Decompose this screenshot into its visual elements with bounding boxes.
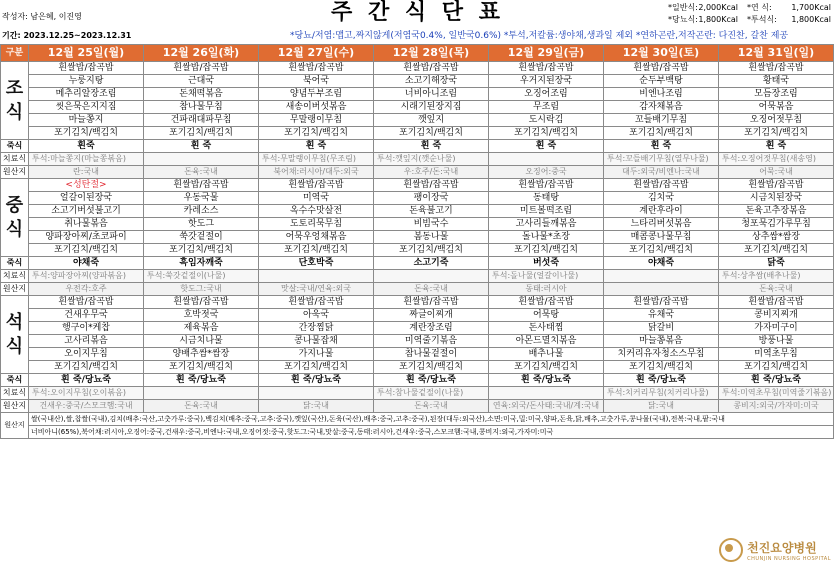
origin-cell: 연육:외국/돈사태:국내/계:국내: [489, 400, 604, 413]
meal-label: 조 식: [1, 62, 29, 140]
dish-cell: 돈육고추장볶음: [719, 205, 834, 218]
meal-label: 중 식: [1, 179, 29, 257]
origin-footer-text: 쌀(국내산),쌀,찹쌀(국내),김치(배추:국산,고춧가루:중국),백김치(배추:중국,고추:중국),깻잎(국산),돈육(국산),배추:중국,고추:중국),된장(대두:외국산),소면:미국,밀:미국,양파,돈육,닭,배추,고춧가루,콩나물(국내),전복:국내,팥:국내: [29, 413, 834, 426]
menu-row: [1, 322, 834, 335]
origin-cell: 닭:국내: [604, 400, 719, 413]
porridge-cell: 흰 죽/당뇨죽: [29, 374, 144, 387]
dish-cell: 매콤콩나물무침: [604, 231, 719, 244]
menu-row: [1, 231, 834, 244]
dish-cell: 포기김치/백김치: [489, 244, 604, 257]
treatment-row: [1, 153, 834, 166]
dish-cell: 포기김치/백김치: [29, 127, 144, 140]
dish-cell: 호박젓국: [144, 309, 259, 322]
treatment-cell: [604, 270, 719, 283]
dish-cell: 포기김치/백김치: [719, 244, 834, 257]
treatment-cell: [259, 387, 374, 400]
dish-cell: 포기김치/백김치: [144, 127, 259, 140]
origin-row: [1, 166, 834, 179]
origin-cell: 핫도그:국내: [144, 283, 259, 296]
kcal-col-1: [668, 2, 738, 26]
row-label: 죽식: [1, 140, 29, 153]
row-label: 죽식: [1, 257, 29, 270]
dish-cell: 양파장아찌/초코파이: [29, 231, 144, 244]
dish-cell: 마늘쫑볶음: [604, 335, 719, 348]
menu-row: [1, 192, 834, 205]
origin-cell: 콩비지:외국/가자미:미국: [719, 400, 834, 413]
menu-table: [0, 44, 834, 439]
menu-row: [1, 101, 834, 114]
dish-cell: 흰쌀밥/잡곡밥: [719, 296, 834, 309]
page-title: 주 간 식 단 표: [331, 0, 504, 25]
dish-cell: 포기김치/백김치: [604, 361, 719, 374]
dish-cell: 시래기된장지짐: [374, 101, 489, 114]
treatment-cell: 투석:마늘쫑지(마늘쫑볶음): [29, 153, 144, 166]
dish-cell: 포기김치/백김치: [719, 361, 834, 374]
dish-cell: 우동국물: [144, 192, 259, 205]
porridge-cell: 단호박죽: [259, 257, 374, 270]
dish-cell: 포기김치/백김치: [144, 361, 259, 374]
logo-sub: CHUNJIN NURSING HOSPITAL: [747, 555, 831, 562]
dish-cell: 도토리묵무침: [259, 218, 374, 231]
dish-cell: 씻은묵은지지짐: [29, 101, 144, 114]
dish-cell: 고사리볶음: [29, 335, 144, 348]
menu-row: [1, 205, 834, 218]
origin-row: [1, 283, 834, 296]
day-header: 12월 27일(수): [259, 45, 374, 62]
dish-cell: 취나물볶음: [29, 218, 144, 231]
meal-label: 석 식: [1, 296, 29, 374]
row-label: 원산지: [1, 400, 29, 413]
dish-cell: 팽이장국: [374, 192, 489, 205]
dish-cell: 포기김치/백김치: [259, 127, 374, 140]
dish-cell: 닭갈비: [604, 322, 719, 335]
dish-cell: 미역줄기볶음: [374, 335, 489, 348]
dish-cell: 방풍나물: [719, 335, 834, 348]
row-label: 치료식: [1, 153, 29, 166]
treatment-cell: 투석:참나물겉절이(나물): [374, 387, 489, 400]
origin-cell: 돈육:국내: [144, 400, 259, 413]
dish-cell: 양배추쌈*쌈장: [144, 348, 259, 361]
dish-cell: 마늘쫑지: [29, 114, 144, 127]
dish-cell: 흰쌀밥/잡곡밥: [719, 179, 834, 192]
dish-cell: 가자미구이: [719, 322, 834, 335]
dish-cell: 미트볼떡조림: [489, 205, 604, 218]
origin-cell: 돈육:국내: [374, 283, 489, 296]
origin-cell: 닭:국내: [259, 400, 374, 413]
menu-row: [1, 244, 834, 257]
day-header: 12월 29일(금): [489, 45, 604, 62]
dish-cell: 김치국: [604, 192, 719, 205]
dish-cell: 너비아니조림: [374, 88, 489, 101]
kcal-value: 2,000Kcal: [698, 3, 738, 12]
origin-cell: 동태:러시아: [489, 283, 604, 296]
kcal-label: *당뇨식:: [668, 15, 698, 24]
dish-cell: 포기김치/백김치: [374, 127, 489, 140]
dish-cell: 카레소스: [144, 205, 259, 218]
dish-cell: 흰쌀밥/잡곡밥: [144, 179, 259, 192]
dish-cell: 흰쌀밥/잡곡밥: [489, 296, 604, 309]
dish-cell: 어묵볶음: [719, 101, 834, 114]
treatment-cell: 투석:무말랭이무침(무조림): [259, 153, 374, 166]
treatment-cell: [489, 153, 604, 166]
menu-row: [1, 114, 834, 127]
dish-cell: 치커리유자청소스무침: [604, 348, 719, 361]
row-label: 죽식: [1, 374, 29, 387]
dish-cell: 흰쌀밥/잡곡밥: [604, 296, 719, 309]
treatment-row: [1, 387, 834, 400]
dish-cell: 우거지된장국: [489, 75, 604, 88]
menu-row: [1, 179, 834, 192]
dish-cell: 흰쌀밥/잡곡밥: [144, 62, 259, 75]
dish-cell: 느타리버섯볶음: [604, 218, 719, 231]
dish-cell: 짜글이찌개: [374, 309, 489, 322]
row-label: 원산지: [1, 283, 29, 296]
porridge-cell: 닭죽: [719, 257, 834, 270]
dish-cell: 메추리알장조림: [29, 88, 144, 101]
dish-cell: 봄동나물: [374, 231, 489, 244]
dish-cell: 아몬드멸치볶음: [489, 335, 604, 348]
logo-name: 천진요양병원: [747, 540, 817, 555]
dish-cell: 흰쌀밥/잡곡밥: [374, 62, 489, 75]
dish-cell: 핫도그: [144, 218, 259, 231]
dish-cell: 북어국: [259, 75, 374, 88]
porridge-cell: 야채죽: [29, 257, 144, 270]
dish-cell: 얼갈이된장국: [29, 192, 144, 205]
dish-cell: 소고기해장국: [374, 75, 489, 88]
origin-cell: 어묵:국내: [719, 166, 834, 179]
dish-cell: 포기김치/백김치: [374, 244, 489, 257]
dish-cell: <성탄절>: [29, 179, 144, 192]
dish-cell: 흰쌀밥/잡곡밥: [604, 62, 719, 75]
dish-cell: 포기김치/백김치: [604, 244, 719, 257]
porridge-cell: 흰 죽/당뇨죽: [489, 374, 604, 387]
kcal-label: *일반식:: [668, 3, 698, 12]
dish-cell: 흰쌀밥/잡곡밥: [489, 62, 604, 75]
menu-row: [1, 75, 834, 88]
dish-cell: 흰쌀밥/잡곡밥: [604, 179, 719, 192]
origin-footer-row: [1, 426, 834, 439]
dish-cell: 근대국: [144, 75, 259, 88]
kcal-value: 1,800Kcal: [791, 15, 831, 24]
origin-footer-text: 너비아니(65%),북어채:러시아,오징어:중국,건새우:중국,비엔나:국내,오징어젓:중국,핫도그:국내,맛살:중국,동태:러시아,건새우:중국,스모크햄:국내,콩비지:외국,가자미:미국: [29, 426, 834, 439]
hospital-logo: [719, 538, 831, 562]
dish-cell: 비빔국수: [374, 218, 489, 231]
dish-cell: 오이지무침: [29, 348, 144, 361]
dish-cell: 가지나물: [259, 348, 374, 361]
dish-cell: 돌나물*초장: [489, 231, 604, 244]
dish-cell: 어묵우엉채볶음: [259, 231, 374, 244]
row-label: 원산지: [1, 413, 29, 439]
treatment-cell: [489, 387, 604, 400]
dish-cell: 누룽지탕: [29, 75, 144, 88]
porridge-cell: 흰 죽: [259, 140, 374, 153]
row-label: 치료식: [1, 270, 29, 283]
dish-cell: 참나물무침: [144, 101, 259, 114]
menu-row: [1, 361, 834, 374]
origin-cell: 건새우:중국/스모크햄:국내: [29, 400, 144, 413]
dish-cell: 흰쌀밥/잡곡밥: [144, 296, 259, 309]
dish-cell: 포기김치/백김치: [489, 127, 604, 140]
dish-cell: 새송이버섯볶음: [259, 101, 374, 114]
dish-cell: 어묵탕: [489, 309, 604, 322]
dish-cell: 행구이*케찹: [29, 322, 144, 335]
day-header: 12월 28일(목): [374, 45, 489, 62]
dish-cell: 오징어조림: [489, 88, 604, 101]
treatment-cell: 투석:치커리무침(치커리나물): [604, 387, 719, 400]
menu-row: [1, 309, 834, 322]
menu-row: [1, 62, 834, 75]
dish-cell: 도시락김: [489, 114, 604, 127]
origin-cell: 오징어:중국: [489, 166, 604, 179]
menu-row: [1, 88, 834, 101]
day-header: 12월 25일(월): [29, 45, 144, 62]
porridge-cell: 흰 죽/당뇨죽: [374, 374, 489, 387]
dish-cell: 건파래대파무침: [144, 114, 259, 127]
dish-cell: 깻잎지: [374, 114, 489, 127]
kcal-value: 1,700Kcal: [791, 3, 831, 12]
dish-cell: 콩비지찌개: [719, 309, 834, 322]
treatment-cell: [144, 153, 259, 166]
kcal-value: 1,800Kcal: [698, 15, 738, 24]
period: 기간: 2023.12.25~2023.12.31: [2, 31, 132, 40]
treatment-row: [1, 270, 834, 283]
porridge-cell: 야채죽: [604, 257, 719, 270]
dish-cell: 아욱국: [259, 309, 374, 322]
porridge-cell: 흰죽: [29, 140, 144, 153]
authors: 작성자: 남은혜, 이진영: [2, 12, 82, 21]
origin-cell: 북어채:러시아/대두:외국: [259, 166, 374, 179]
dish-cell: 돈사태찜: [489, 322, 604, 335]
dish-cell: 시금치나물: [144, 335, 259, 348]
treatment-cell: [259, 270, 374, 283]
dish-cell: 돈육불고기: [374, 205, 489, 218]
porridge-cell: 흰 죽: [144, 140, 259, 153]
treatment-cell: 투석:상추쌈(배추나물): [719, 270, 834, 283]
dish-cell: 포기김치/백김치: [29, 361, 144, 374]
treatment-cell: 투석:양파장아찌(양파볶음): [29, 270, 144, 283]
treatment-cell: 투석:오이지무침(오이볶음): [29, 387, 144, 400]
origin-cell: 우전각:호주: [29, 283, 144, 296]
origin-cell: [604, 283, 719, 296]
kcal-label: *연 식:: [747, 3, 772, 12]
treatment-cell: 투석:미역초무침(미역줄기볶음): [719, 387, 834, 400]
dish-cell: 흰쌀밥/잡곡밥: [259, 62, 374, 75]
origin-cell: 돈육:국내: [374, 400, 489, 413]
treatment-cell: 투석:꼬들배기무침(열무나물): [604, 153, 719, 166]
porridge-cell: 흰 죽: [604, 140, 719, 153]
treatment-cell: 투석:돌나물(얼갈이나물): [489, 270, 604, 283]
dish-cell: 상추쌈*쌈장: [719, 231, 834, 244]
origin-cell: 우:호주/돈:국내: [374, 166, 489, 179]
dish-cell: 옥수수맛살전: [259, 205, 374, 218]
origin-footer-row: [1, 413, 834, 426]
dish-cell: 오징어젓무침: [719, 114, 834, 127]
dish-cell: 참나물겉절이: [374, 348, 489, 361]
menu-row: [1, 335, 834, 348]
dish-cell: 무조림: [489, 101, 604, 114]
treatment-cell: 투석:오징어젓무침(새송영): [719, 153, 834, 166]
origin-cell: 돈육:국내: [719, 283, 834, 296]
dish-cell: 제육볶음: [144, 322, 259, 335]
dish-cell: 계란장조림: [374, 322, 489, 335]
dish-cell: 미역국: [259, 192, 374, 205]
treatment-cell: [374, 270, 489, 283]
day-header-row: [1, 45, 834, 62]
kcal-col-2: [747, 2, 831, 26]
dish-cell: 흰쌀밥/잡곡밥: [259, 179, 374, 192]
row-label: 원산지: [1, 166, 29, 179]
dish-cell: 포기김치/백김치: [29, 244, 144, 257]
dish-cell: 동태탕: [489, 192, 604, 205]
corner-label: 구분: [1, 45, 29, 62]
porridge-cell: 흑임자깨죽: [144, 257, 259, 270]
porridge-cell: 소고기죽: [374, 257, 489, 270]
porridge-cell: 흰 죽/당뇨죽: [604, 374, 719, 387]
dish-cell: 비엔나조림: [604, 88, 719, 101]
dish-cell: 흰쌀밥/잡곡밥: [374, 296, 489, 309]
dish-cell: 흰쌀밥/잡곡밥: [29, 62, 144, 75]
menu-row: [1, 348, 834, 361]
dish-cell: 포기김치/백김치: [604, 127, 719, 140]
dish-cell: 유채국: [604, 309, 719, 322]
dish-cell: 순두부백탕: [604, 75, 719, 88]
dish-cell: 소고기버섯불고기: [29, 205, 144, 218]
origin-cell: 대두:외국/비엔나:국내: [604, 166, 719, 179]
porridge-row: [1, 140, 834, 153]
dish-cell: 포기김치/백김치: [489, 361, 604, 374]
row-label: 치료식: [1, 387, 29, 400]
dish-cell: 청포묵김가루무침: [719, 218, 834, 231]
porridge-row: [1, 374, 834, 387]
logo-icon: [719, 538, 743, 562]
dish-cell: 감자채볶음: [604, 101, 719, 114]
porridge-cell: 흰 죽: [719, 140, 834, 153]
dish-cell: 포기김치/백김치: [259, 361, 374, 374]
dish-cell: 계란후라이: [604, 205, 719, 218]
header: [0, 0, 835, 44]
dish-cell: 흰쌀밥/잡곡밥: [259, 296, 374, 309]
dish-cell: 모듬장조림: [719, 88, 834, 101]
dish-cell: 포기김치/백김치: [719, 127, 834, 140]
dish-cell: 미역초무침: [719, 348, 834, 361]
origin-cell: 돈육:국내: [144, 166, 259, 179]
porridge-cell: 흰 죽: [489, 140, 604, 153]
dish-cell: 꼬들배기무침: [604, 114, 719, 127]
porridge-cell: 흰 죽/당뇨죽: [144, 374, 259, 387]
dish-cell: 흰쌀밥/잡곡밥: [374, 179, 489, 192]
dish-cell: 포기김치/백김치: [374, 361, 489, 374]
dish-cell: 간장찜닭: [259, 322, 374, 335]
dish-cell: 고사리들깨볶음: [489, 218, 604, 231]
origin-row: [1, 400, 834, 413]
dish-cell: 포기김치/백김치: [259, 244, 374, 257]
origin-cell: 맛살:국내/연육:외국: [259, 283, 374, 296]
dish-cell: 배추나물: [489, 348, 604, 361]
menu-row: [1, 218, 834, 231]
porridge-cell: 흰 죽/당뇨죽: [719, 374, 834, 387]
treatment-cell: 투석:깻잎지(깻순나물): [374, 153, 489, 166]
porridge-row: [1, 257, 834, 270]
treatment-cell: 투석:쑥갓겉절이(나물): [144, 270, 259, 283]
dish-cell: 무말랭이무침: [259, 114, 374, 127]
origin-cell: 란:국내: [29, 166, 144, 179]
kcal-label: *투석식:: [747, 15, 777, 24]
porridge-cell: 흰 죽: [374, 140, 489, 153]
dish-cell: 흰쌀밥/잡곡밥: [719, 62, 834, 75]
treatment-cell: [144, 387, 259, 400]
dish-cell: 쑥갓겉절이: [144, 231, 259, 244]
dish-cell: 흰쌀밥/잡곡밥: [489, 179, 604, 192]
dish-cell: 흰쌀밥/잡곡밥: [29, 296, 144, 309]
dish-cell: 황태국: [719, 75, 834, 88]
dish-cell: 건새우무국: [29, 309, 144, 322]
menu-row: [1, 127, 834, 140]
day-header: 12월 26일(화): [144, 45, 259, 62]
porridge-cell: 버섯죽: [489, 257, 604, 270]
dish-cell: 포기김치/백김치: [144, 244, 259, 257]
diet-notes: *당뇨/저염:맵고,짜지않게(저염국0.4%, 일반국0.6%) *투석,저칼륨:생야채,생과일 제외 *연하곤란,저작곤란: 다진찬, 갈찬 제공: [290, 31, 789, 41]
menu-row: [1, 296, 834, 309]
dish-cell: 시금치된장국: [719, 192, 834, 205]
dish-cell: 양념두부조림: [259, 88, 374, 101]
day-header: 12월 31일(일): [719, 45, 834, 62]
day-header: 12월 30일(토): [604, 45, 719, 62]
porridge-cell: 흰 죽/당뇨죽: [259, 374, 374, 387]
dish-cell: 콩나물잡채: [259, 335, 374, 348]
dish-cell: 돈채떡볶음: [144, 88, 259, 101]
